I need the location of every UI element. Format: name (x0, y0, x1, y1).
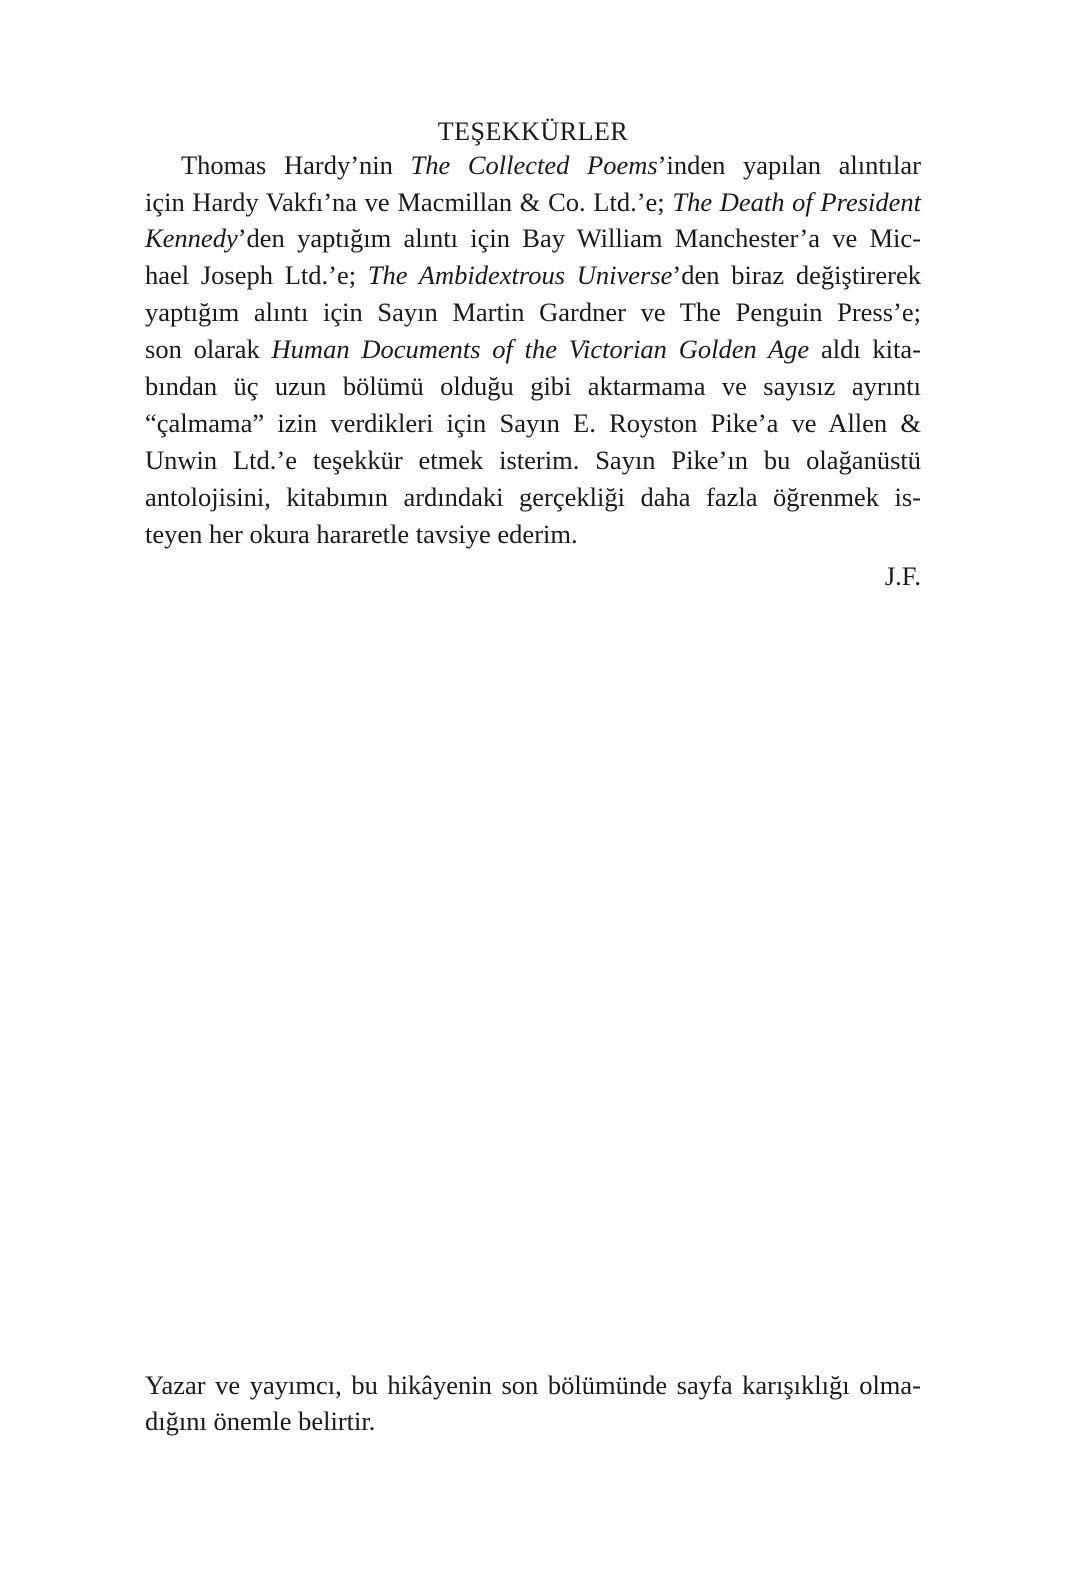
acknowledgements-heading: TEŞEKKÜRLER (437, 117, 629, 146)
ack-line-11-text: teyen her okura hararetle tavsiye ederim. (145, 519, 578, 549)
ack-line-6-title: Human Documents of the Victorian Golden Age (271, 334, 810, 364)
ack-line-4-text: hael Joseph Ltd.’e; (145, 260, 368, 290)
ack-line-1-text: Thomas Hardy’nin (181, 150, 411, 180)
note-line-2 (145, 1405, 921, 1437)
ack-line-10 (145, 481, 921, 513)
ack-line-5-text: yaptığım alıntı için Sayın Martin Gardner ve The Penguin Press’e; (145, 297, 921, 327)
ack-line-4-title: The Ambidextrous Universe (367, 260, 673, 290)
ack-line-7 (145, 370, 921, 402)
ack-line-5 (145, 296, 921, 328)
note-line-1-text: Yazar ve yayımcı, bu hikâyenin son bölümünde sayfa karışıklığı olma- (145, 1370, 921, 1400)
ack-line-9 (145, 444, 921, 476)
note-line-2-text: dığını önemle belirtir. (145, 1406, 376, 1436)
ack-line-6 (145, 333, 921, 365)
ack-line-3 (145, 222, 921, 254)
ack-line-4-text-end: ’den biraz değiştirerek (672, 260, 921, 290)
ack-line-8 (145, 407, 921, 439)
ack-line-9-text: Unwin Ltd.’e teşekkür etmek isterim. Sayın Pike’ın bu olağanüstü (145, 445, 921, 475)
ack-line-11 (145, 518, 921, 550)
ack-line-7-text: bından üç uzun bölümü olduğu gibi aktarmama ve sayısız ayrıntı (145, 371, 921, 401)
ack-line-4 (145, 259, 921, 291)
ack-line-6-text-end: aldı kita- (809, 334, 921, 364)
ack-line-3-text-end: ’den yaptığım alıntı için Bay William Manchester’a ve Mic- (237, 223, 921, 253)
ack-line-10-text: antolojisini, kitabımın ardındaki gerçekliği daha fazla öğrenmek is- (145, 482, 921, 512)
ack-line-3-title: Kennedy (145, 223, 238, 253)
ack-line-1-title: The Collected Poems (410, 150, 658, 180)
ack-line-6-text: son olarak (145, 334, 272, 364)
ack-line-2-title: The Death of President (672, 187, 921, 217)
ack-line-8-text: “çalmama” izin verdikleri için Sayın E. Royston Pike’a ve Allen & (145, 408, 921, 438)
ack-line-1-text-end: ’inden yapılan alıntılar (657, 150, 921, 180)
ack-line-2 (145, 186, 921, 218)
ack-line-1 (181, 149, 921, 181)
signature: J.F. (884, 561, 921, 591)
note-line-1 (145, 1369, 921, 1401)
ack-line-2-text: için Hardy Vakfı’na ve Macmillan & Co. Ltd.’e; (145, 187, 673, 217)
